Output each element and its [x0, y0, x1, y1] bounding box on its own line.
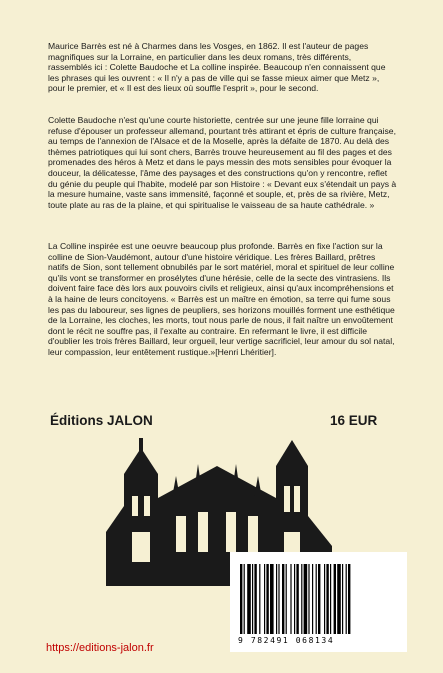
barcode-icon — [238, 564, 404, 634]
price-label: 16 EUR — [330, 413, 378, 428]
barcode-digits: 9 782491 068134 — [238, 636, 335, 645]
publisher-website-link[interactable]: https://editions-jalon.fr — [46, 642, 154, 654]
summary-paragraph-3: La Colline inspirée est une oeuvre beaucoup plus profonde. Barrès en fixe l'action sur la colline de Sion-Vaudémont, autour d'une histoire véridique. Les frères Baillard, prêtres natifs de Sion, sont tellement obnubilés par le sort matériel, moral et spirituel de leur colline qu'ils vont se transformer en prosélytes d'une hérésie, celle de la secte des vintrasiens. Ils doivent faire face dès lors aux pouvoirs civils et religieux, ainsi qu'aux incompréhensions et à la haine de leurs concitoyens. « Barrès est un maître en émotion, sa terre qui fume sous les pas du laboureur, ses lignes de peupliers, ses horizons mouillés forment une esthétique de la Lorraine, les cloches, les morts, tout nous parle de nous, il fait naître un envoûtement dont le récit ne souffre pas, il l'exalte au contraire. En refermant le livre, il est difficile d'oublier les trois frères Baillard, leur orgueil, leur vertige sacrificiel, leur amour du sol natal, leur compassion, leur entêtement rustique.»[Henri Lhéritier]. — [48, 241, 395, 357]
summary-paragraph-2: Colette Baudoche n'est qu'une courte historiette, centrée sur une jeune fille lorraine qui refuse d'épouser un professeur allemand, pourtant très attirant et épris de culture française, au temps de l'annexion de l'Alsace et de la Moselle, après la défaite de 1870. Au delà des thèmes patriotiques qui lui sont chers, Barrès trouve heureusement au fil des pages et des promenades des héros à Metz et dans le pays messin des mots sensibles pour évoquer la douceur, la délicatesse, l'âme des paysages et des constructions qu'on y rencontre, reflet du génie du peuple qui l'habite, modelé par son Histoire : « Devant eux s'étendait un pays à la mesure humaine, vaste sans immensité, façonné et souple, et, près de sa rivière, Metz, toute plate au ras de la plaine, et qui spiritualise le vaisseau de sa haute cathédrale. » — [48, 115, 397, 210]
barcode — [230, 552, 407, 652]
summary-paragraph-1: Maurice Barrès est né à Charmes dans les Vosges, en 1862. Il est l'auteur de pages magnifiques sur la Lorraine, en particulier dans les deux romans, très différents, rassemblés ici : Colette Baudoche et La colline inspirée. Beaucoup n'en connaissent que les phrases qui les ouvrent : « Il n'y a pas de ville qui se fasse mieux aimer que Metz », pour le premier, et « Il est des lieux où souffle l'esprit », pour le second. — [48, 41, 386, 94]
publisher-name: Éditions JALON — [50, 413, 153, 428]
